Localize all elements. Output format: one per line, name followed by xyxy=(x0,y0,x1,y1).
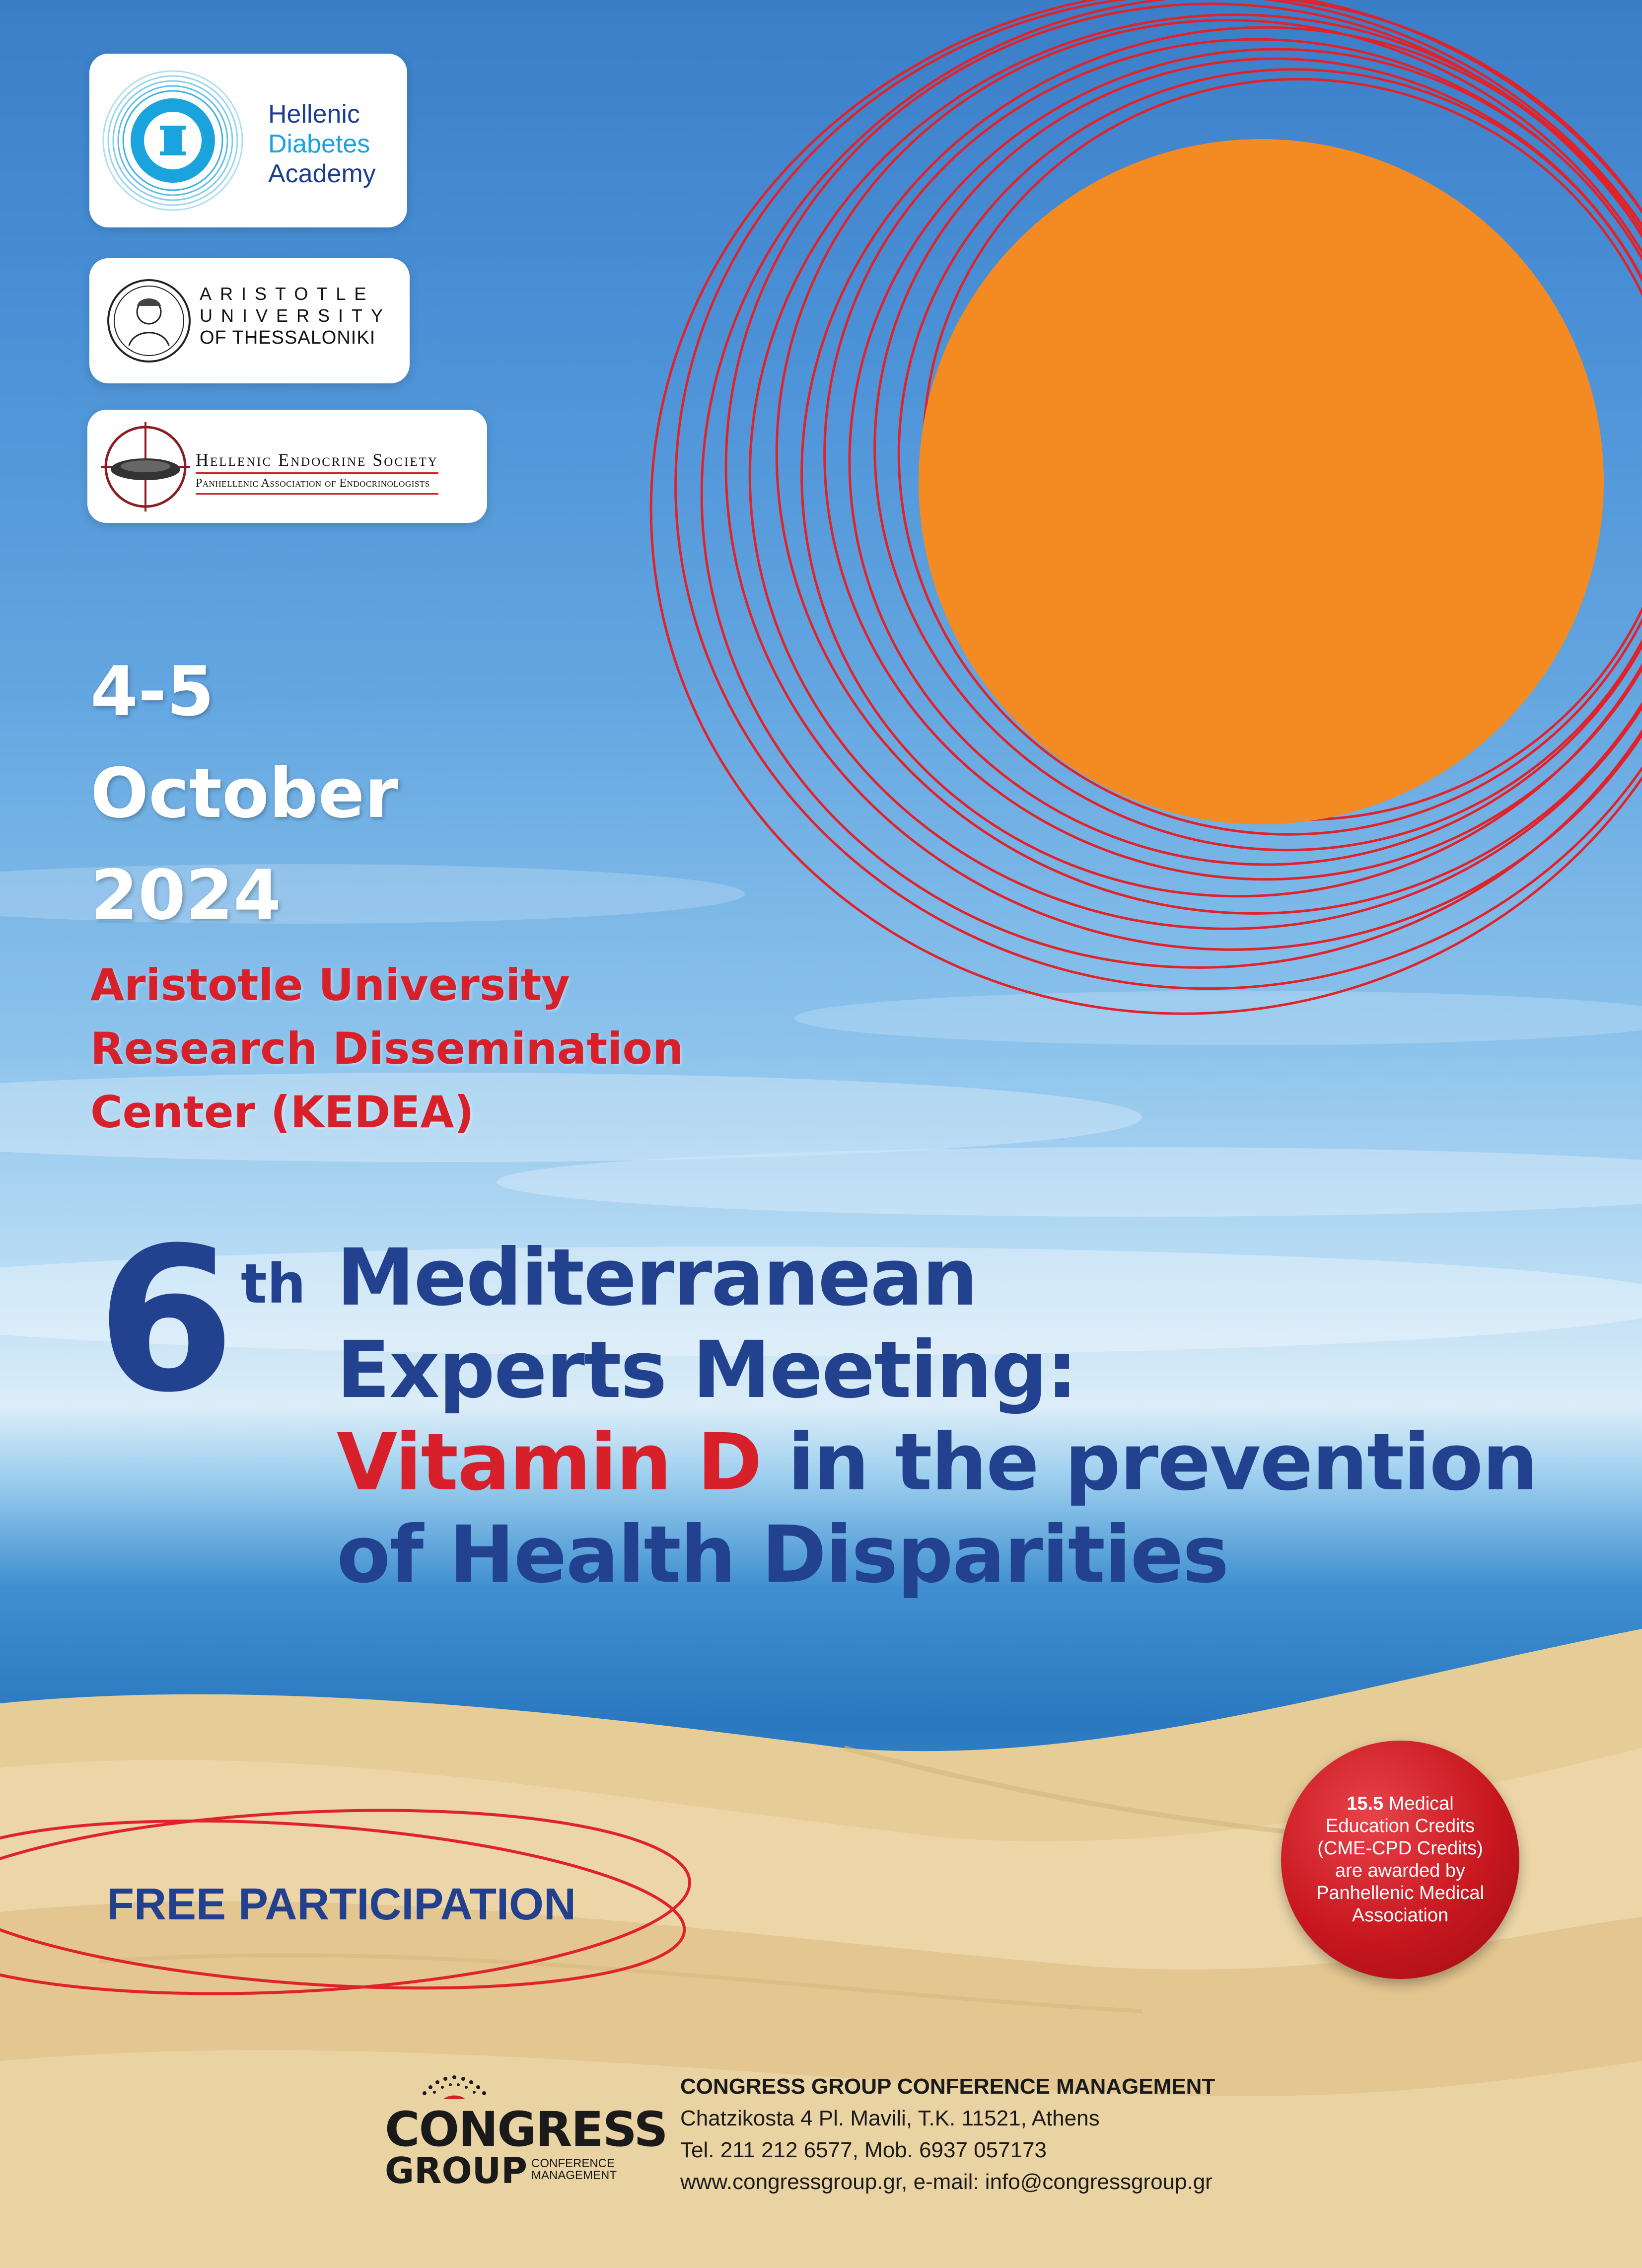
ionic-column-wave-icon xyxy=(98,66,247,215)
hda-name xyxy=(268,99,376,189)
hes-line1: Hellenic Endocrine Society xyxy=(196,449,438,474)
badge-line5: Panhellenic Medical xyxy=(1316,1883,1484,1903)
event-title xyxy=(337,1232,1618,1601)
badge-line4: are awarded by xyxy=(1335,1860,1465,1881)
hda-line2: Diabetes xyxy=(268,130,370,158)
hes-line2: Panhellenic Association of Endocrinologists xyxy=(196,477,438,495)
cme-credits-badge xyxy=(1281,1741,1519,1979)
event-venue xyxy=(90,953,684,1144)
edition-suffix: th xyxy=(241,1252,306,1316)
hellenic-endocrine-society-logo xyxy=(87,410,487,523)
aristotle-seal-icon xyxy=(104,276,194,366)
hellenic-diabetes-academy-logo xyxy=(89,54,407,227)
venue-line2: Research Dissemination xyxy=(90,1023,684,1074)
date-year: 2024 xyxy=(90,855,282,935)
badge-line3: (CME-CPD Credits) xyxy=(1317,1838,1483,1859)
auth-line1: ARISTOTLE xyxy=(200,284,375,304)
title-line2: Experts Meeting: xyxy=(337,1324,1077,1416)
auth-name xyxy=(200,283,391,349)
organizer-contact xyxy=(680,2071,1215,2198)
date-days: 4-5 xyxy=(90,652,214,732)
event-date xyxy=(90,641,398,946)
organizer-phone: Tel. 211 212 6577, Mob. 6937 057173 xyxy=(680,2138,1047,2162)
dot-arc-icon xyxy=(405,2063,504,2103)
organizer-name: CONGRESS GROUP CONFERENCE MANAGEMENT xyxy=(680,2074,1215,2099)
title-line4: of Health Disparities xyxy=(337,1509,1228,1601)
badge-line1: Medical xyxy=(1383,1793,1454,1814)
edition-number: 6 xyxy=(97,1205,230,1436)
aristotle-university-logo xyxy=(89,258,410,383)
date-month: October xyxy=(90,753,399,833)
badge-text xyxy=(1306,1793,1495,1927)
badge-credits: 15.5 xyxy=(1347,1793,1384,1814)
free-participation: FREE PARTICIPATION xyxy=(107,1880,576,1929)
hes-name xyxy=(196,449,438,495)
auth-line3: OF THESSALONIKI xyxy=(200,327,376,348)
cg-logo-word1: CONGRESS xyxy=(385,2102,667,2157)
organizer-web-email[interactable]: www.congressgroup.gr, e-mail: info@congressgroup.gr xyxy=(680,2170,1213,2194)
title-line3 xyxy=(337,1416,1618,1509)
cg-logo-word2: GROUP xyxy=(385,2150,527,2192)
organizer-address: Chatzikosta 4 Pl. Mavili, T.K. 11521, Athens xyxy=(680,2106,1100,2130)
endocrine-emblem-icon xyxy=(98,420,193,514)
badge-line6: Association xyxy=(1352,1905,1449,1926)
hda-line1: Hellenic xyxy=(268,100,360,129)
hda-line3: Academy xyxy=(268,159,376,188)
badge-line2: Education Credits xyxy=(1326,1816,1475,1836)
venue-line1: Aristotle University xyxy=(90,959,570,1011)
title-highlight: Vitamin D xyxy=(337,1417,762,1508)
venue-line3: Center (KEDEA) xyxy=(90,1087,474,1138)
cg-logo-sub1: CONFERENCE xyxy=(531,2157,615,2170)
auth-line2: UNIVERSITY xyxy=(200,305,392,326)
cg-logo-sub xyxy=(531,2158,617,2182)
title-line1: Mediterranean xyxy=(337,1232,977,1323)
sun-disc xyxy=(919,139,1604,824)
congress-group-logo xyxy=(385,2063,667,2193)
title-line3-rest: in the prevention xyxy=(761,1417,1537,1508)
cg-logo-sub2: MANAGEMENT xyxy=(531,2169,617,2182)
